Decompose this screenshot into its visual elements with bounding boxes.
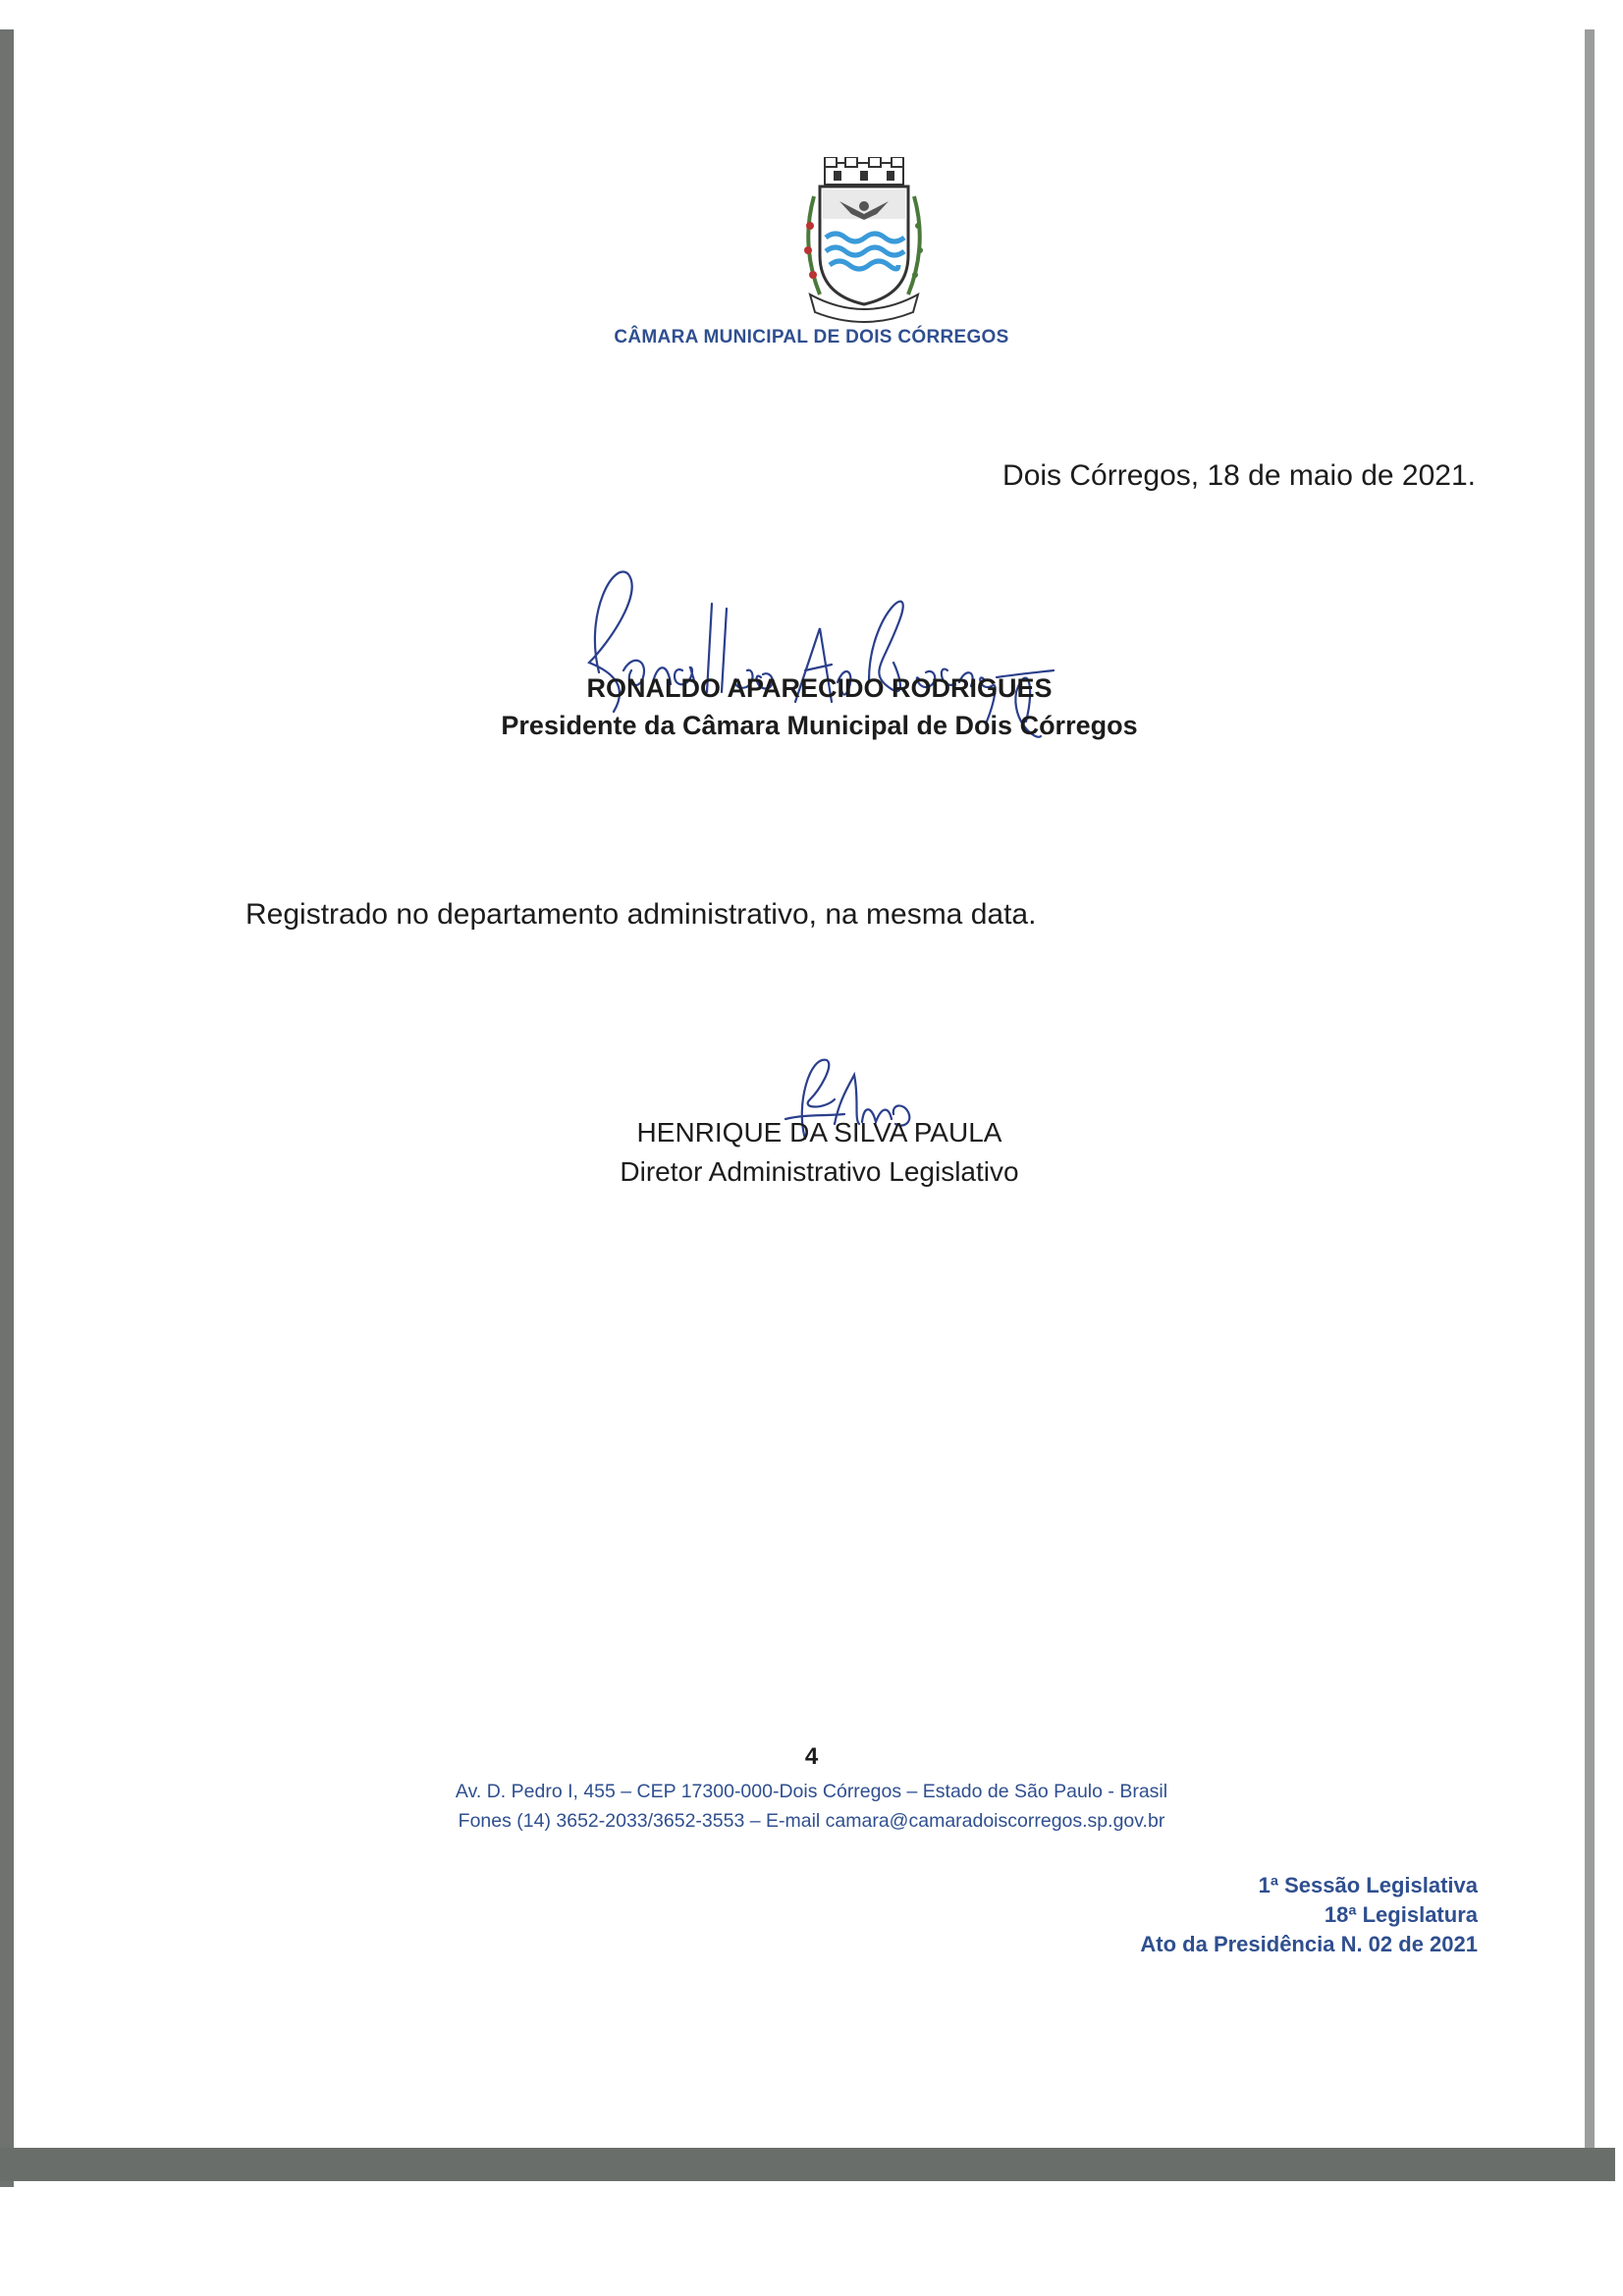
institution-name: CÂMARA MUNICIPAL DE DOIS CÓRREGOS xyxy=(614,327,1009,347)
scan-border-left xyxy=(0,29,14,2187)
act-line: Ato da Presidência N. 02 de 2021 xyxy=(1140,1932,1478,1956)
footer-contacts: Fones (14) 3652-2033/3652-3553 – E-mail camara@camaradoiscorregos.sp.gov.br xyxy=(458,1810,1165,1832)
scan-border-right xyxy=(1585,29,1595,2160)
signer-1-name: RONALDO APARECIDO RODRIGUES xyxy=(586,673,1053,703)
municipal-crest-icon xyxy=(790,157,938,329)
scan-border-bottom xyxy=(0,2148,1615,2181)
legislature-line: 18ª Legislatura xyxy=(1324,1902,1478,1927)
signer-2-role: Diretor Administrativo Legislativo xyxy=(620,1156,1019,1187)
date-line: Dois Córregos, 18 de maio de 2021. xyxy=(1002,459,1476,492)
signer-1-role: Presidente da Câmara Municipal de Dois Córregos xyxy=(501,711,1138,740)
register-note: Registrado no departamento administrativo, na mesma data. xyxy=(245,898,1037,931)
signer-2-name: HENRIQUE DA SILVA PAULA xyxy=(636,1117,1002,1148)
session-line: 1ª Sessão Legislativa xyxy=(1258,1873,1478,1897)
footer-address: Av. D. Pedro I, 455 – CEP 17300-000-Dois Córregos – Estado de São Paulo - Brasil xyxy=(455,1781,1168,1802)
page-number: 4 xyxy=(804,1743,819,1770)
